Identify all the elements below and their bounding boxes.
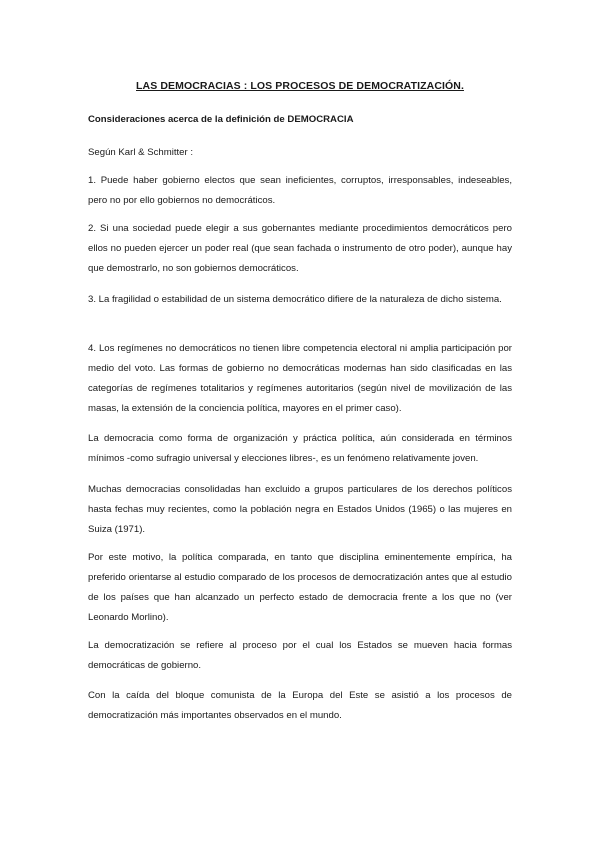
document-title: LAS DEMOCRACIAS : LOS PROCESOS DE DEMOCRATIZACIÓN. bbox=[136, 80, 464, 92]
section-heading: Consideraciones acerca de la definición de DEMOCRACIA bbox=[88, 114, 354, 125]
paragraph-2: 2. Si una sociedad puede elegir a sus gobernantes mediante procedimientos democráticos pero ellos no pueden ejercer un poder real (que sean fachada o instrumento de otro poder), aunque hay que demostrarlo, no son gobiernos democráticos. bbox=[88, 223, 512, 274]
paragraph-9: Con la caída del bloque comunista de la Europa del Este se asistió a los procesos de democratización más importantes observados en el mundo. bbox=[88, 690, 512, 721]
paragraph-1: 1. Puede haber gobierno electos que sean ineficientes, corruptos, irresponsables, indeseables, pero no por ello gobiernos no democráticos. bbox=[88, 175, 512, 206]
paragraph-6: Muchas democracias consolidadas han excluido a grupos particulares de los derechos políticos hasta fechas muy recientes, como la población negra en Estados Unidos (1965) o las mujeres en Suiza (1971). bbox=[88, 484, 512, 535]
paragraph-8: La democratización se refiere al proceso por el cual los Estados se mueven hacia formas democráticas de gobierno. bbox=[88, 640, 512, 671]
byline: Según Karl & Schmitter : bbox=[88, 147, 194, 158]
paragraph-5: La democracia como forma de organización y práctica política, aún considerada en términos mínimos -como sufragio universal y elecciones libres-, es un fenómeno relativamente joven. bbox=[88, 433, 512, 464]
paragraph-7: Por este motivo, la política comparada, en tanto que disciplina eminentemente empírica, ha preferido orientarse al estudio comparado de los procesos de democratización antes que al estudio de los países que han alcanzado un perfecto estado de democracia frente a los que no (ver Leonardo Morlino). bbox=[88, 552, 512, 623]
paragraph-3: 3. La fragilidad o estabilidad de un sistema democrático difiere de la naturaleza de dicho sistema. bbox=[88, 294, 502, 305]
paragraph-4: 4. Los regímenes no democráticos no tienen libre competencia electoral ni amplia participación por medio del voto. Las formas de gobierno no democráticas modernas han sido clasificadas en las categorías de regímenes totalitarios y regímenes autoritarios (según nivel de movilización de las masas, la extensión de la conciencia política, mayores en el primer caso). bbox=[88, 343, 512, 414]
